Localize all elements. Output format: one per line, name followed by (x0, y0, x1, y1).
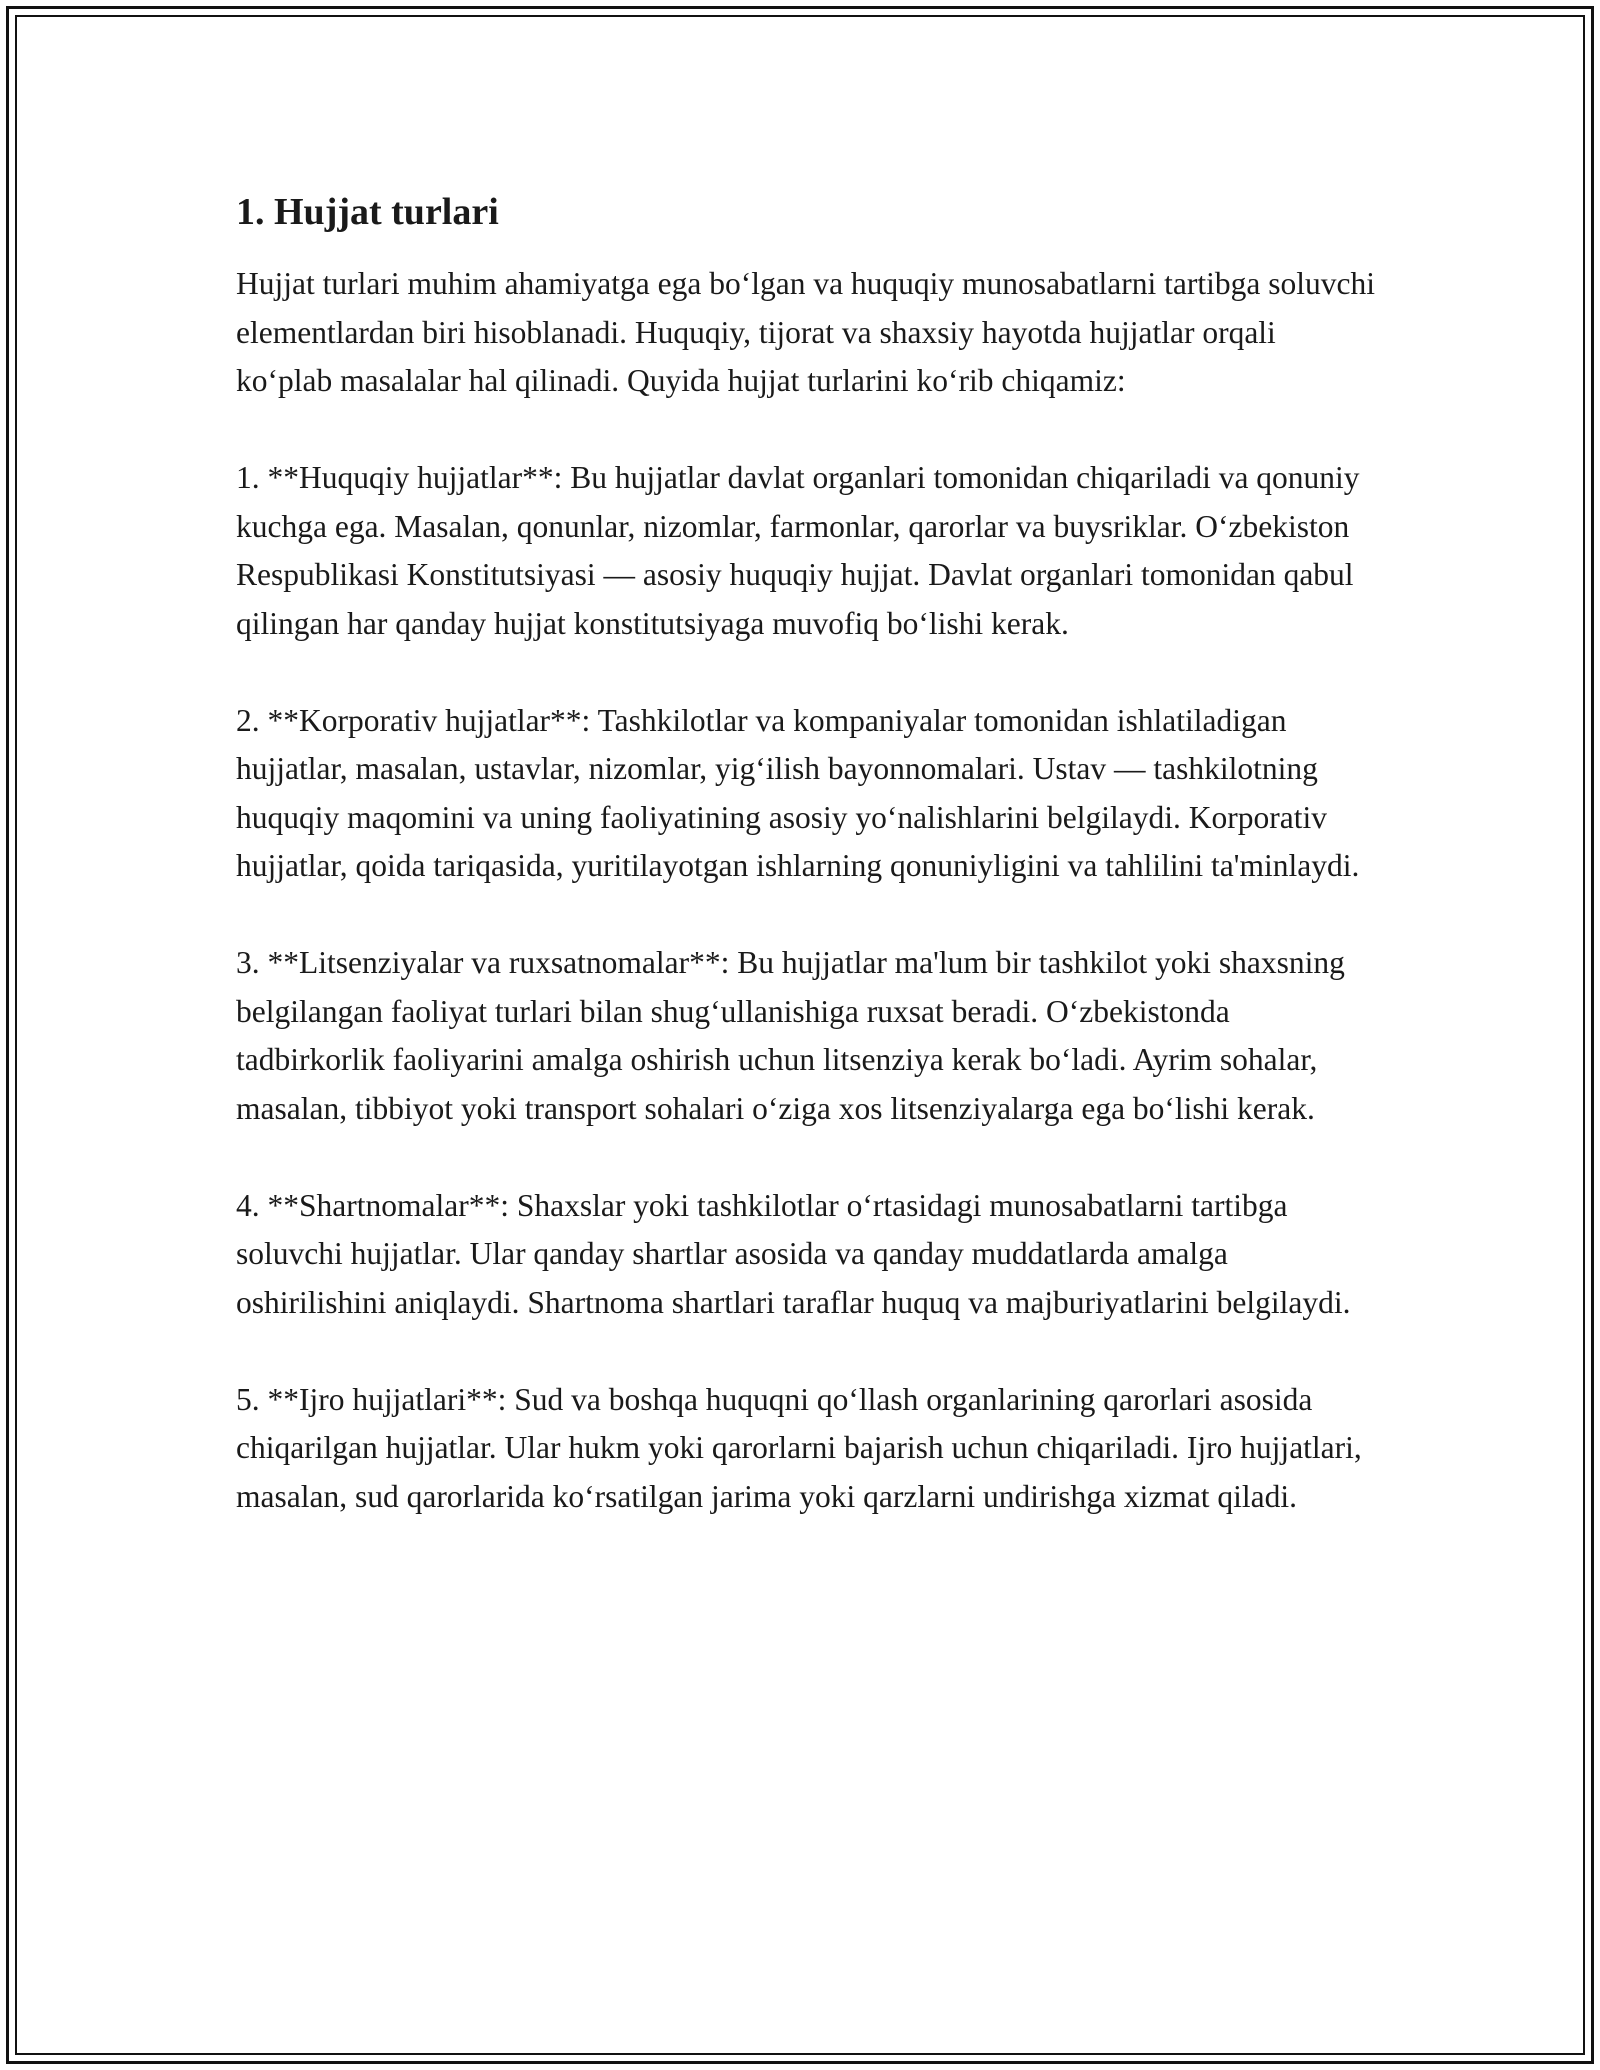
list-item-licenses-permits: 3. **Litsenziyalar va ruxsatnomalar**: Bu hujjatlar ma'lum bir tashkilot yoki shaxsning belgilangan faoliyat turlari bilan shug‘ullanishiga ruxsat beradi. O‘zbekistonda tadbirkorlik faoliyarini amalga oshirish uchun litsenziya kerak bo‘ladi. Ayrim sohalar, masalan, tibbiyot yoki transport sohalari o‘ziga xos litsenziyalarga ega bo‘lishi kerak. (236, 945, 1345, 1126)
page-title: 1. Hujjat turlari (236, 191, 499, 233)
list-item-corporate-documents: 2. **Korporativ hujjatlar**: Tashkilotlar va kompaniyalar tomonidan ishlatiladigan hujjatlar, masalan, ustavlar, nizomlar, yig‘ilish bayonnomalari. Ustav — tashkilotning huquqiy maqomini va uning faoliyatining asosiy yo‘nalishlarini belgilaydi. Korporativ hujjatlar, qoida tariqasida, yuritilayotgan ishlarning qonuniyligini va tahlilini ta'minlaydi. (236, 702, 1360, 883)
document-body (236, 186, 1376, 1570)
list-item-contracts: 4. **Shartnomalar**: Shaxslar yoki tashkilotlar o‘rtasidagi munosabatlarni tartibga soluvchi hujjatlar. Ular qanday shartlar asosida va qanday muddatlarda amalga oshirilishini aniqlaydi. Shartnoma shartlari taraflar huquq va majburiyatlarini belgilaydi. (236, 1187, 1351, 1320)
intro-paragraph: Hujjat turlari muhim ahamiyatga ega bo‘lgan va huquqiy munosabatlarni tartibga soluvchi elementlardan biri hisoblanadi. Huquqiy, tijorat va shaxsiy hayotda hujjatlar orqali ko‘plab masalalar hal qilinadi. Quyida hujjat turlarini ko‘rib chiqamiz: (236, 266, 1375, 398)
list-item-enforcement-documents: 5. **Ijro hujjatlari**: Sud va boshqa huquqni qo‘llash organlarining qarorlari asosida chiqarilgan hujjatlar. Ular hukm yoki qarorlarni bajarish uchun chiqariladi. Ijro hujjatlari, masalan, sud qarorlarida ko‘rsatilgan jarima yoki qarzlarni undirishga xizmat qiladi. (236, 1381, 1362, 1514)
list-item-legal-documents: 1. **Huquqiy hujjatlar**: Bu hujjatlar davlat organlari tomonidan chiqariladi va qonuniy kuchga ega. Masalan, qonunlar, nizomlar, farmonlar, qarorlar va buysriklar. O‘zbekiston Respublikasi Konstitutsiyasi — asosiy huquqiy hujjat. Davlat organlari tomonidan qabul qilingan har qanday hujjat konstitutsiyaga muvofiq bo‘lishi kerak. (236, 460, 1360, 641)
